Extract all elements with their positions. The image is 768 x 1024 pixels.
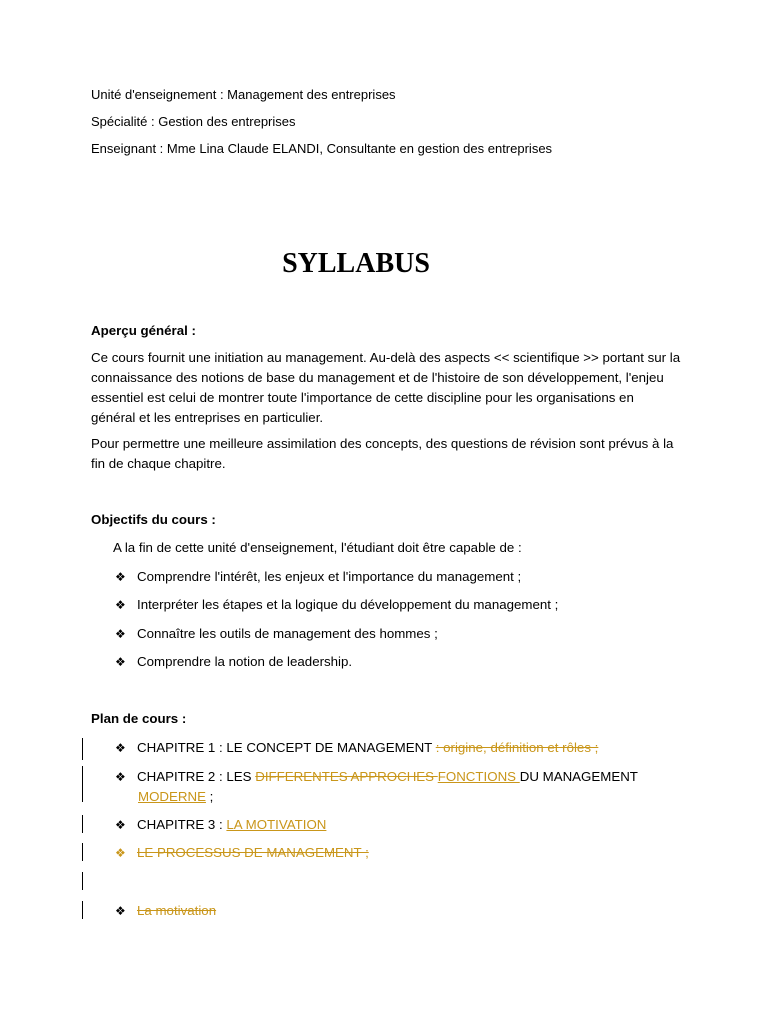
diamond-bullet-icon: ❖	[115, 627, 126, 641]
diamond-bullet-icon: ❖	[115, 770, 126, 784]
change-bar	[82, 738, 83, 760]
diamond-bullet-icon: ❖	[115, 741, 126, 755]
apercu-paragraph-2: Pour permettre une meilleure assimilation des concepts, des questions de révision sont prévus à la fin de chaque chapitre.	[91, 436, 674, 471]
diamond-bullet-icon: ❖	[115, 818, 126, 832]
diamond-bullet-icon: ❖	[115, 598, 126, 612]
change-bar	[82, 766, 83, 802]
plan-heading: Plan de cours :	[91, 711, 187, 726]
apercu-paragraph-1: Ce cours fournit une initiation au management. Au-delà des aspects << scientifique >> portant sur la connaissance des notions de base du management et de l'histoire de son développement, l'enjeu essentiel est celui de montrer toute l'importance de cette discipline pour les organisations en général et les entreprises en particulier.	[91, 350, 681, 425]
inserted-text: FONCTIONS	[437, 769, 520, 784]
plan-item-deleted-processus	[115, 845, 369, 860]
plan-item-chapitre-2: ❖ CHAPITRE 2 : LES DIFFERENTES APPROCHES FONCTIONS DU MANAGEMENT	[115, 769, 638, 784]
objectif-item: ❖ Comprendre la notion de leadership.	[115, 654, 353, 669]
objectif-item: ❖ Connaître les outils de management des hommes ;	[115, 626, 438, 641]
plan-item-chapitre-2-continued: MODERNE ;	[138, 789, 214, 804]
diamond-bullet-icon: ❖	[115, 846, 126, 860]
plan-item-chapitre-3: ❖ CHAPITRE 3 : LA MOTIVATION	[115, 817, 327, 832]
diamond-bullet-icon: ❖	[115, 570, 126, 584]
diamond-bullet-icon: ❖	[115, 655, 126, 669]
change-bar	[82, 901, 83, 919]
change-bar	[82, 843, 83, 861]
specialite-line: Spécialité : Gestion des entreprises	[91, 114, 296, 129]
objectifs-heading: Objectifs du cours :	[91, 512, 216, 527]
change-bar	[82, 872, 83, 890]
deleted-text: La motivation	[137, 903, 217, 918]
unite-line: Unité d'enseignement : Management des entreprises	[91, 87, 396, 102]
objectif-item: ❖ Interpréter les étapes et la logique du développement du management ;	[115, 597, 559, 612]
plan-item-deleted-motivation	[115, 903, 216, 918]
apercu-heading: Aperçu général :	[91, 323, 196, 338]
deleted-text: LE PROCESSUS DE MANAGEMENT ;	[137, 845, 369, 860]
deleted-text: DIFFERENTES APPROCHES	[255, 769, 438, 784]
inserted-text: MODERNE	[138, 789, 206, 804]
document-title: SYLLABUS	[282, 248, 430, 279]
inserted-text: LA MOTIVATION	[226, 817, 327, 832]
change-bar	[82, 815, 83, 833]
plan-item-chapitre-1: ❖ CHAPITRE 1 : LE CONCEPT DE MANAGEMENT : origine, définition et rôles ;	[115, 740, 599, 755]
objectif-item: ❖ Comprendre l'intérêt, les enjeux et l'importance du management ;	[115, 569, 522, 584]
objectifs-intro: A la fin de cette unité d'enseignement, l'étudiant doit être capable de :	[113, 540, 522, 555]
enseignant-line: Enseignant : Mme Lina Claude ELANDI, Consultante en gestion des entreprises	[91, 141, 553, 156]
deleted-text: : origine, définition et rôles ;	[435, 740, 599, 755]
diamond-bullet-icon: ❖	[115, 904, 126, 918]
